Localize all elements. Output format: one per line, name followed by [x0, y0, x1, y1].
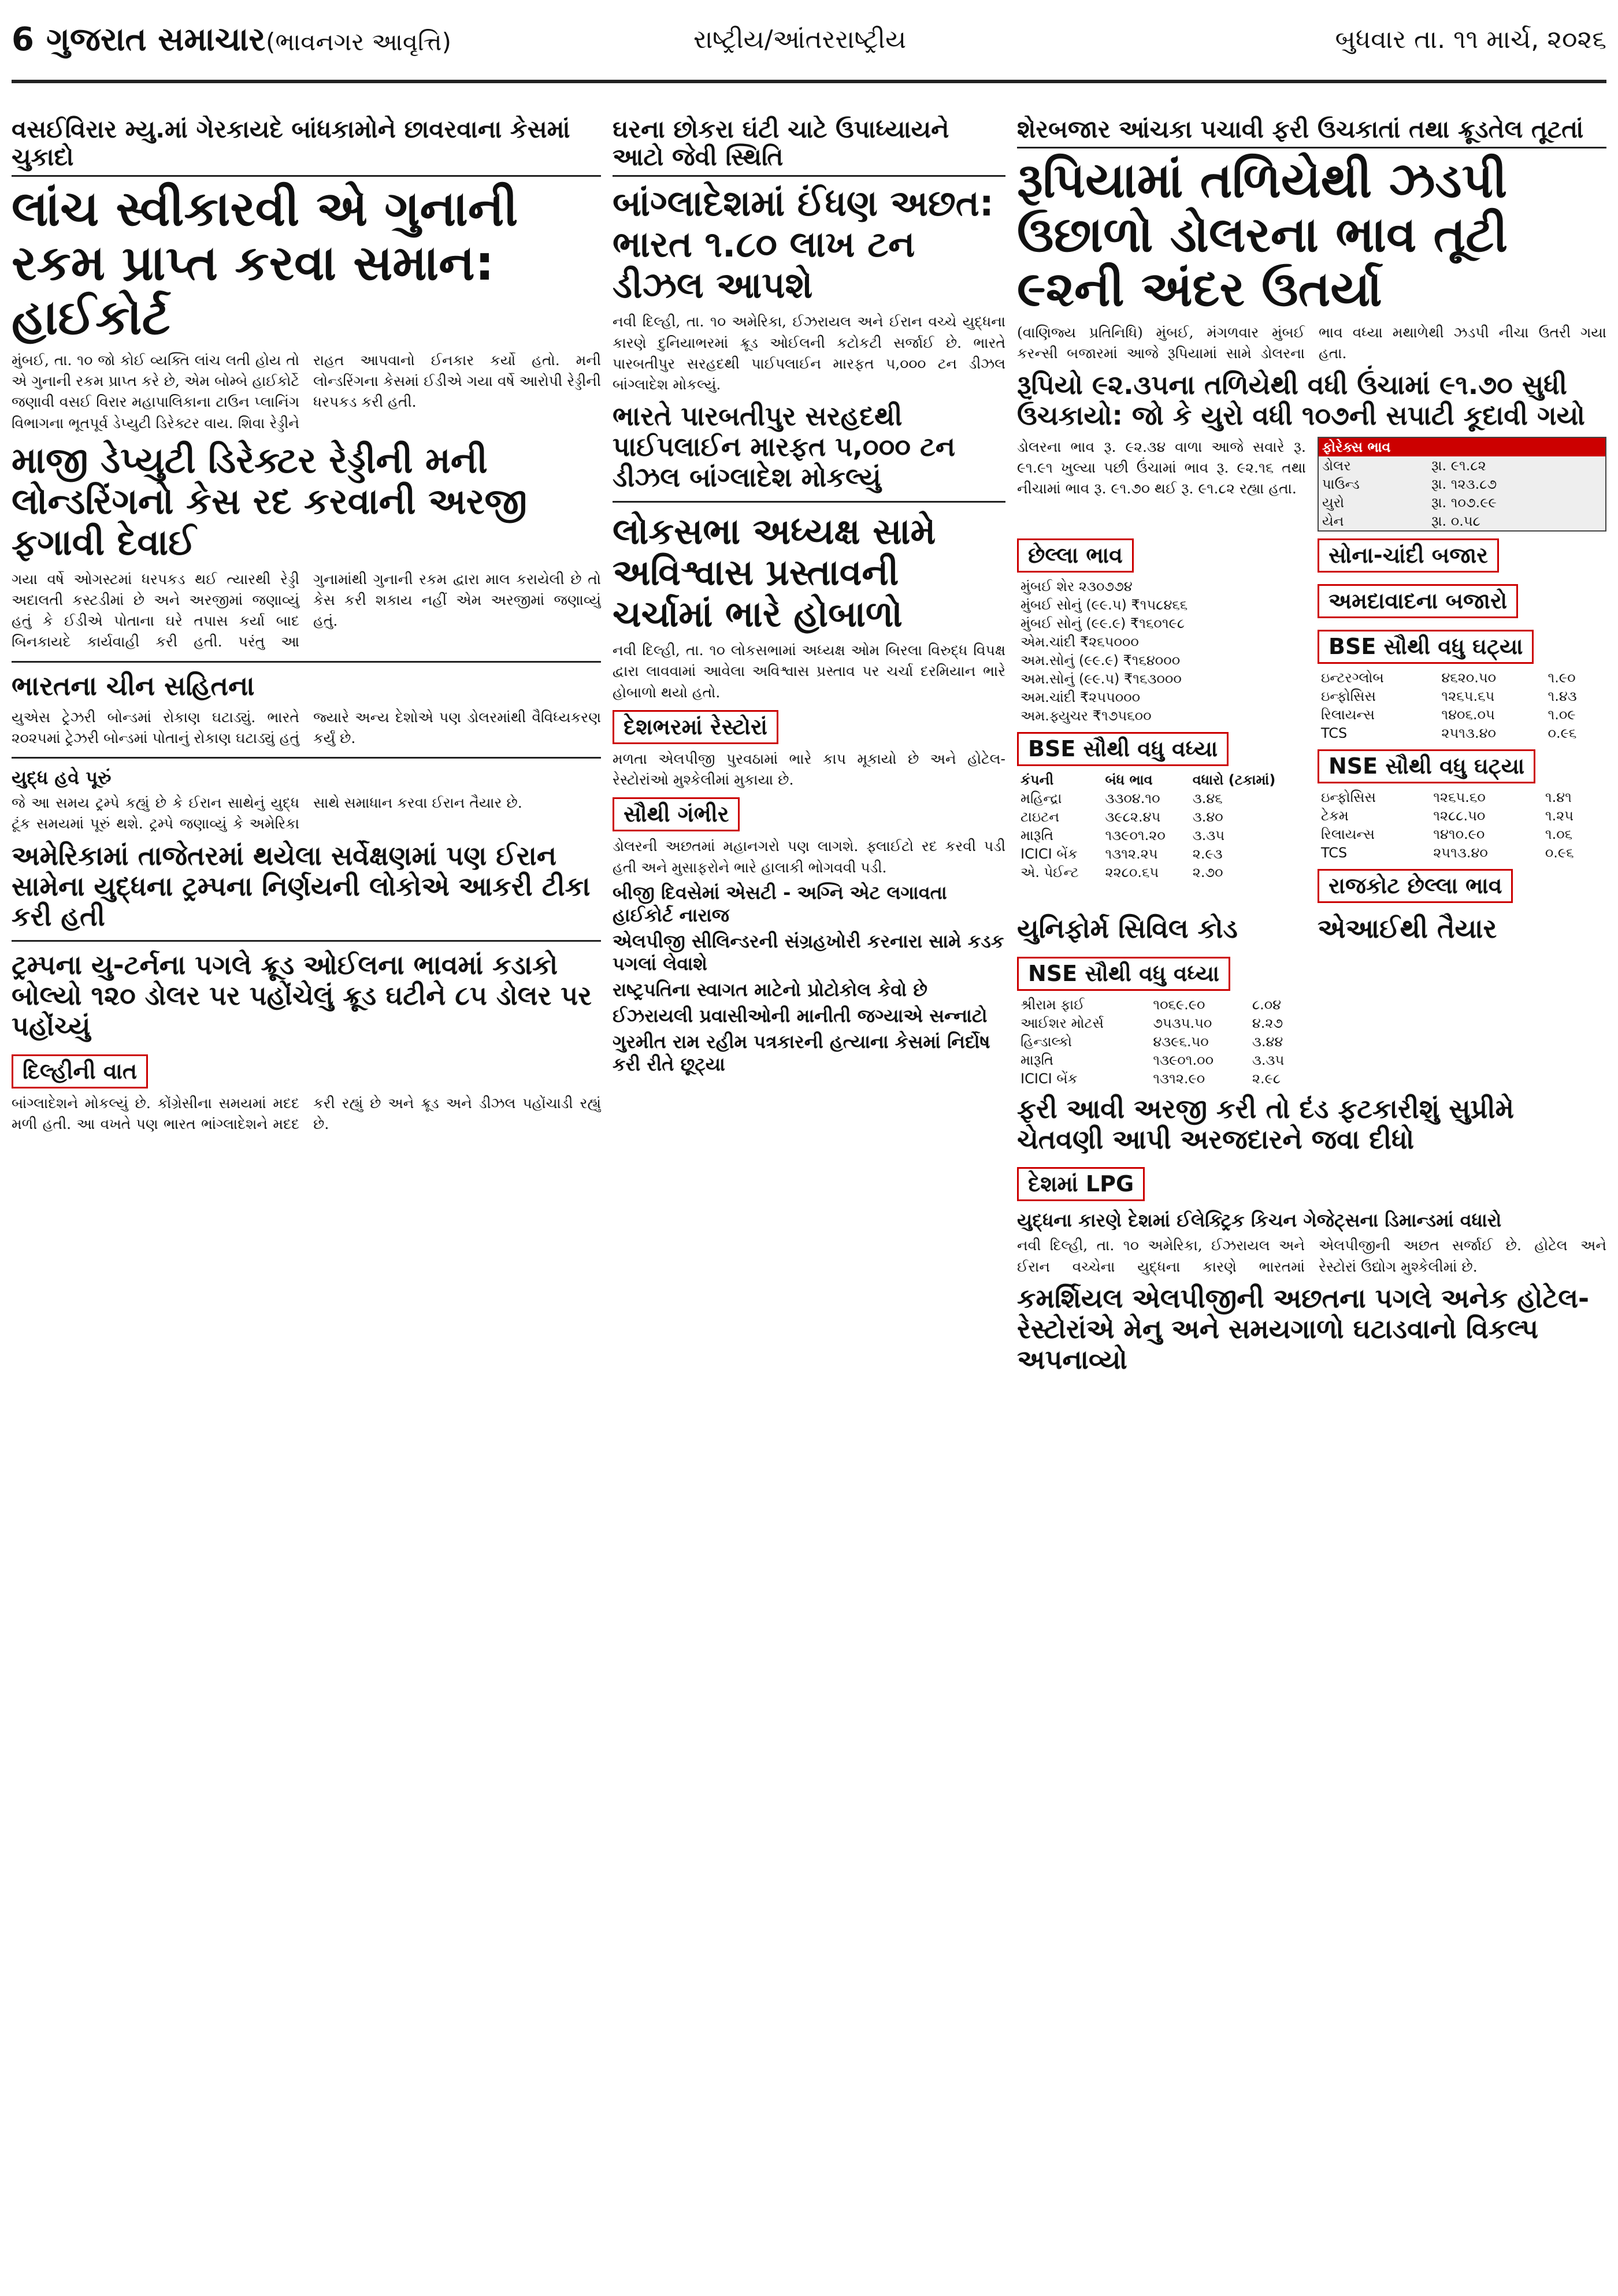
headline: ગુરમીત રામ રહીમ પત્રકારની હત્યાના કેસમાં નિર્દોષ કરી રીતે છૂટ્યા: [613, 1030, 990, 1075]
divider: [12, 757, 601, 759]
table-cell: ઇન્ફોસિસ: [1321, 688, 1376, 704]
headline: એલપીજી સીલિન્ડરની સંગ્રહખોરી કરનારા સામે કડક પગલાં લેવાશે: [613, 930, 1004, 975]
box-title: BSE સૌથી વધુ વધ્યા: [1017, 732, 1229, 766]
table-cell: ૪૬૨૦.૫૦: [1441, 669, 1497, 686]
article-body: મુંબઈ, તા. ૧૦ જો કોઈ વ્યક્તિ લાંચ લતી હોય તો એ ગુનાની રકમ પ્રાપ્ત કરે છે, એમ બોમ્બે હાઈકોર્ટે જણાવી વસઈ વિરાર મહાપાલિકાના ટાઉન પ્લાનિંગ વિભાગના ભૂતપૂર્વ ડેપ્યુટી ડિરેક્ટર વાય. શિવા રેડ્ડીને રાહત આપવાનો ઈનકાર કર્યો હતો. મની લોન્ડરિંગના કેસમાં ઈડીએ ગયા વર્ષે આરોપી રેડ્ડીની ધરપકડ કરી હતી.: [12, 351, 601, 432]
table-cell: મારૂતિ: [1020, 1052, 1053, 1068]
table-cell: ૧૨૬૫.૬૫: [1441, 688, 1495, 704]
nse-up-table: [1017, 995, 1306, 1088]
box-title: અમદાવાદના બજારો: [1318, 584, 1518, 618]
table-cell: ૨૫૧૩.૪૦: [1433, 844, 1488, 861]
table-cell: ૩.૩૫: [1252, 1052, 1285, 1068]
issue-date: બુધવાર તા. ૧૧ માર્ચ, ૨૦૨૬: [1335, 25, 1606, 54]
box-title: છેલ્લા ભાવ: [1017, 538, 1134, 573]
headline: બીજી દિવસેમાં એસટી - અગ્નિ એટ લગાવતા હાઈકોર્ટ નારાજ: [613, 881, 947, 926]
table-cell: ૧૪૧૦.૯૦: [1433, 826, 1485, 842]
middle-column: [613, 116, 1005, 2207]
divider: [12, 940, 601, 942]
kicker: શેરબજાર આંચકા પચાવી ફરી ઉંચકાતાં તથા ક્રૂડતેલ તૂટતાં: [1017, 116, 1606, 148]
headline: ભારતના ચીન સહિતના: [12, 670, 255, 701]
table-cell: ૮.૦૪: [1252, 996, 1282, 1013]
table-cell: ૧૩૯૦૧.૨૦: [1105, 827, 1166, 844]
headline: દેશભરમાં રેસ્ટોરાં: [613, 710, 778, 744]
table-cell: ૨.૭૦: [1192, 864, 1223, 880]
table-cell: ૨.૯૩: [1192, 845, 1223, 862]
divider: [12, 661, 601, 663]
forex-cell: યેન: [1322, 512, 1344, 529]
col-head: કંપની: [1020, 771, 1054, 788]
col-head: વધારો (ટકામાં): [1192, 771, 1276, 788]
right-column: [1017, 116, 1606, 2207]
table-cell: મુંબઈ સોનું (૯૯.૫) ₹૧૫૮૪૬૬: [1020, 596, 1188, 613]
table-cell: રિલાયન્સ: [1321, 826, 1375, 842]
market-boxes: [1017, 532, 1606, 908]
table-cell: ૩૯૮૨.૪૫: [1105, 808, 1161, 825]
table-cell: અમ.સોનું (૯૯.૯) ₹૧૬૪૦૦૦: [1020, 652, 1181, 668]
left-column: [12, 116, 601, 2207]
forex-cell: રૂા. ૯૧.૮૨: [1431, 457, 1486, 474]
article-body: નવી દિલ્હી, તા. ૧૦ અમેરિકા, ઈઝરાયલ અને ઈરાન વચ્ચેના યુદ્ધના કારણે ભારતમાં એલપીજીની અછત સર્જાઈ છે. હોટેલ અને રેસ્ટોરાં ઉદ્યોગ મુશ્કેલીમાં છે.: [1017, 1237, 1606, 1275]
article-body: (વાણિજ્ય પ્રતિનિધિ) મુંબઈ, મંગળવાર મુંબઈ કરન્સી બજારમાં આજે રૂપિયામાં સામે ડોલરના ભાવ વધ્યા મથાળેથી ઝડપી નીચા ઉતરી ગયા હતા.: [1017, 324, 1606, 362]
box-title: BSE સૌથી વધુ ઘટ્યા: [1318, 630, 1534, 664]
table-cell: ૩.૪૪: [1252, 1033, 1283, 1050]
table-cell: ૦.૯૬: [1545, 844, 1574, 861]
lead-headline: લાંચ સ્વીકારવી એ ગુનાની રકમ પ્રાપ્ત કરવા સમાન: હાઈકોર્ટ: [12, 180, 518, 345]
table-cell: ૦.૯૬: [1548, 725, 1577, 741]
forex-table: [1318, 437, 1606, 532]
table-cell: ૧૩૧૨.૨૫: [1105, 845, 1158, 862]
box-title: NSE સૌથી વધુ ઘટ્યા: [1318, 749, 1535, 783]
article-body: નવી દિલ્હી, તા. ૧૦ લોકસભામાં અધ્યક્ષ ઓમ બિરલા વિરુદ્ધ વિપક્ષ દ્વારા લાવવામાં આવેલા અવિશ્વાસ પ્રસ્તાવ પર ચર્ચા દરમિયાન ભારે હોબાળો થયો હતો.: [613, 642, 1005, 701]
table-cell: ઇન્ટરગ્લોબ: [1321, 669, 1384, 686]
table-cell: ૨૨૮૦.૬૫: [1105, 864, 1159, 880]
table-cell: ૧૨૮૮.૫૦: [1433, 807, 1486, 824]
table-cell: હિન્ડાલ્કો: [1020, 1033, 1072, 1050]
forex-cell: યુરો: [1322, 494, 1345, 511]
box-title: NSE સૌથી વધુ વધ્યા: [1017, 957, 1230, 991]
table-cell: ઇન્ફોસિસ: [1321, 789, 1376, 805]
table-cell: રિલાયન્સ: [1321, 706, 1375, 723]
table-cell: એમ.ચાંદી ₹૨૬૫૦૦૦: [1020, 633, 1139, 650]
nse-down-table: [1318, 788, 1606, 862]
table-cell: ૭૫૩૫.૫૦: [1153, 1015, 1212, 1031]
headline: યુદ્ધ હવે પૂરું: [12, 767, 112, 789]
forex-cell: ડોલર: [1322, 457, 1351, 474]
forex-cell: રૂા. ૦.૫૮: [1431, 512, 1480, 529]
table-cell: TCS: [1321, 844, 1348, 861]
lower-boxes: [1017, 908, 1606, 1088]
masthead: [12, 10, 1606, 83]
last-price-table: [1017, 577, 1306, 725]
table-cell: ૧.૪૩: [1548, 688, 1577, 704]
headline: એઆઈથી તૈયાર: [1318, 912, 1497, 944]
article-body: ડોલરની અછતમાં મહાનગરો પણ લાગશે. ફ્લાઈટો રદ કરવી પડી હતી અને મુસાફરોને ભારે હાલાકી ભોગવવી પડી.: [613, 838, 1005, 876]
table-cell: ICICI બેંક: [1020, 845, 1078, 862]
table-cell: ૧૪૦૬.૦૫: [1441, 706, 1495, 723]
table-cell: ૧.૪૧: [1545, 789, 1572, 805]
table-cell: TCS: [1321, 725, 1348, 741]
headline: ઈઝરાયલી પ્રવાસીઓની માનીતી જગ્યાએ સન્નાટો: [613, 1004, 988, 1027]
table-cell: ૨૫૧૩.૪૦: [1441, 725, 1496, 741]
lead-headline: રૂપિયામાં તળિયેથી ઝડપી ઉછાળો ડોલરના ભાવ તૂટી ૯૨ની અંદર ઉતર્યા: [1017, 152, 1508, 318]
headline: માજી ડેપ્યુટી ડિરેક્ટર રેડ્ડીની મની લોન્ડરિંગનો કેસ રદ કરવાની અરજી ફગાવી દેવાઈ: [12, 439, 528, 564]
table-cell: ૧.૯૦: [1548, 669, 1576, 686]
table-cell: ૧૨૬૫.૬૦: [1433, 789, 1486, 805]
box-title: રાજકોટ છેલ્લા ભાવ: [1318, 869, 1513, 903]
table-cell: અમ.ચાંદી ₹૨૫૫૦૦૦: [1020, 689, 1141, 705]
table-cell: મહિન્દ્રા: [1020, 790, 1062, 807]
article-body: બાંગ્લાદેશને મોકલ્યું છે. કોંગ્રેસીના સમયમાં મદદ મળી હતી. આ વખતે પણ ભારત ભાંગ્લાદેશને મદદ કરી રહ્યું છે અને ક્રૂડ અને ડીઝલ પહોંચાડી રહ્યું છે.: [12, 1094, 601, 1133]
divider: [613, 501, 1005, 503]
table-cell: ૪.૨૭: [1252, 1015, 1283, 1031]
forex-cell: રૂા. ૧૨૩.૮૭: [1431, 475, 1497, 492]
headline: ભારતે પારબતીપુર સરહદથી પાઈપલાઈન મારફત ૫,૦૦૦ ટન ડીઝલ બાંગ્લાદેશ મોકલ્યું: [613, 400, 956, 493]
table-cell: મુંબઈ સોનું (૯૯.૯) ₹૧૬૦૧૯૮: [1020, 615, 1185, 631]
headline: કમર્શિયલ એલપીજીની અછતના પગલે અનેક હોટેલ-રેસ્ટોરાંએ મેનુ અને સમયગાળો ઘટાડવાનો વિકલ્પ અપનાવ્યો: [1017, 1282, 1590, 1375]
headline: સૌથી ગંભીર: [613, 797, 740, 831]
table-cell: ટેકમ: [1321, 807, 1349, 824]
table-cell: ૧૩૯૦૧.૦૦: [1153, 1052, 1214, 1068]
table-cell: ટાઇટન: [1020, 808, 1060, 825]
table-cell: ૩.૪૦: [1192, 808, 1223, 825]
article-body: ગયા વર્ષે ઓગસ્ટમાં ધરપકડ થઈ ત્યારથી રેડ્ડી અદાલતી કસ્ટડીમાં છે અને અરજીમાં જણાવ્યું હતું કે ઈડીએ પોતાના ઘરે તપાસ કર્યા બાદ બિનકાયદે કાર્યવાહી કરી હતી. પરંતુ આ ગુનામાંથી ગુનાની રકમ દ્વારા માલ કરાયેલી છે તો કેસ કરી શકાય નહીં એમ અરજીમાં જણાવ્યું હતું.: [12, 570, 601, 651]
article-body: મળતા એલપીજી પુરવઠામાં ભારે કાપ મૂકાયો છે અને હોટેલ-રેસ્ટોરાંઓ મુશ્કેલીમાં મુકાયા છે.: [613, 750, 1005, 789]
headline: અમેરિકામાં તાજેતરમાં થયેલા સર્વેક્ષણમાં પણ ઈરાન સામેના યુદ્ધના ટ્રમ્પના નિર્ણયની લોકોએ આકરી ટીકા કરી હતી: [12, 839, 591, 932]
table-cell: ICICI બેંક: [1020, 1070, 1078, 1087]
table-cell: ૨.૯૮: [1252, 1070, 1281, 1087]
table-cell: ૩.૩૫: [1192, 827, 1225, 844]
article-body: નવી દિલ્હી, તા. ૧૦ અમેરિકા, ઈઝરાયલ અને ઈરાન વચ્ચે યુદ્ધના કારણે દુનિયાભરમાં ક્રૂડ ઓઈલની કટોકટી સર્જાઈ છે. ભારતે પારબતીપુર સરહદથી પાઈપલાઈન મારફત ૫,૦૦૦ ટન ડીઝલ બાંગ્લાદેશ મોકલ્યું.: [613, 313, 1005, 393]
col-head: બંધ ભાવ: [1105, 771, 1153, 788]
paper-name: ગુજરાત સમાચાર: [46, 21, 266, 58]
forex-title: ફોરેક્સ ભાવ: [1318, 437, 1606, 456]
table-cell: ૩.૪૬: [1192, 790, 1223, 807]
headline: રાષ્ટ્રપતિના સ્વાગત માટેનો પ્રોટોકોલ કેવો છે: [613, 978, 928, 1001]
edition: (ભાવનગર આવૃત્તિ): [266, 28, 452, 56]
headline: લોકસભા અધ્યક્ષ સામે અવિશ્વાસ પ્રસ્તાવની ચર્ચામાં ભારે હોબાળો: [613, 510, 936, 635]
forex-cell: પાઉન્ડ: [1322, 475, 1360, 492]
headline: યુદ્ધના કારણે દેશમાં ઈલેક્ટ્રિક કિચન ગેજેટ્સના ડિમાન્ડમાં વધારો: [1017, 1209, 1502, 1232]
article-body: જે આ સમય ટ્રમ્પે કહ્યું છે કે ઈરાન સાથેનું યુદ્ધ ટૂંક સમયમાં પૂરું થશે. ટ્રમ્પે જણાવ્યું કે અમેરિકા સાથે સમાધાન કરવા ઈરાન તૈયાર છે.: [12, 794, 522, 833]
table-cell: અમ.સોનું (૯૯.૫) ₹૧૬૩૦૦૦: [1020, 670, 1182, 687]
page-number: 6: [12, 21, 34, 58]
article-body: ડોલરના ભાવ રૂ. ૯૨.૩૪ વાળા આજે સવારે રૂ. ૯૧.૯૧ ખુલ્યા પછી ઉંચામાં ભાવ રૂ. ૯૨.૧૬ તથા નીચામાં ભાવ રૂ. ૯૧.૭૦ થઈ રૂ. ૯૧.૮૨ રહ્યા હતા.: [1017, 438, 1306, 497]
table-cell: મુંબઈ શેર ૨૩૦૭૭૪: [1020, 578, 1133, 595]
section-title: રાષ્ટ્રીય/આંતરરાષ્ટ્રીય: [693, 25, 907, 54]
column-title: દિલ્હીની વાત: [12, 1054, 148, 1088]
table-cell: ૧૦૬૯.૯૦: [1153, 996, 1205, 1013]
headline: ફરી આવી અરજી કરી તો દંડ ફટકારીશું સુપ્રીમે ચેતવણી આપી અરજદારને જવા દીધો: [1017, 1093, 1514, 1155]
table-cell: શ્રીરામ ફાઈ: [1020, 996, 1085, 1013]
kicker: ઘરના છોકરા ઘંટી ચાટે ઉપાધ્યાયને આટો જેવી સ્થિતિ: [613, 116, 1005, 177]
headline: રૂપિયો ૯૨.૩૫ના તળિયેથી વધી ઉંચામાં ૯૧.૭૦ સુધી ઉંચકાયો: જો કે યુરો વધી ૧૦૭ની સપાટી કૂદાવી ગયો: [1017, 369, 1585, 431]
article-body: યુએસ ટ્રેઝરી બોન્ડમાં રોકાણ ઘટાડ્યું. ભારતે ૨૦૨૫માં ટ્રેઝરી બોન્ડમાં પોતાનું રોકાણ ઘટાડ્યું હતું જ્યારે અન્ય દેશોએ પણ ડોલરમાંથી વૈવિધ્યકરણ કર્યું છે.: [12, 708, 601, 746]
forex-section: [1017, 437, 1606, 532]
box-title: દેશમાં LPG: [1017, 1167, 1145, 1201]
table-cell: એ. પેઈન્ટ: [1020, 864, 1079, 880]
table-cell: અમ.ફ્યુચર ₹૧૭૫૬૦૦: [1020, 707, 1152, 724]
box-title: સોના-ચાંદી બજાર: [1318, 538, 1499, 573]
table-cell: ૩૩૦૪.૧૦: [1105, 790, 1160, 807]
lead-headline: બાંગ્લાદેશમાં ઈંધણ અછત: ભારત ૧.૮૦ લાખ ટન ડીઝલ આપશે: [613, 181, 994, 307]
table-cell: ૧.૦૬: [1545, 826, 1573, 842]
headline: ટ્રમ્પના યુ-ટર્નના પગલે ક્રૂડ ઓઈલના ભાવમાં કડાકો બોલ્યો ૧૨૦ ડોલર પર પહોંચેલું ક્રૂડ ઘટીને ૮૫ ડોલર પર પહોંચ્યું: [12, 949, 592, 1042]
forex-cell: રૂા. ૧૦૭.૯૯: [1431, 494, 1497, 511]
table-cell: મારૂતિ: [1020, 827, 1053, 844]
kicker: વસઈવિરાર મ્યુ.માં ગેરકાયદે બાંધકામોને છાવરવાના કેસમાં ચુકાદો: [12, 116, 601, 177]
bse-up-table: [1017, 771, 1306, 882]
table-cell: ૧૩૧૨.૯૦: [1153, 1070, 1205, 1087]
table-cell: ૪૩૯૬.૫૦: [1153, 1033, 1209, 1050]
table-cell: ૧.૨૫: [1545, 807, 1574, 824]
table-cell: આઈશર મોટર્સ: [1020, 1015, 1104, 1031]
table-cell: ૧.૦૯: [1548, 706, 1576, 723]
bse-down-table: [1318, 668, 1606, 742]
headline: યુનિફોર્મ સિવિલ કોડ: [1017, 912, 1238, 944]
